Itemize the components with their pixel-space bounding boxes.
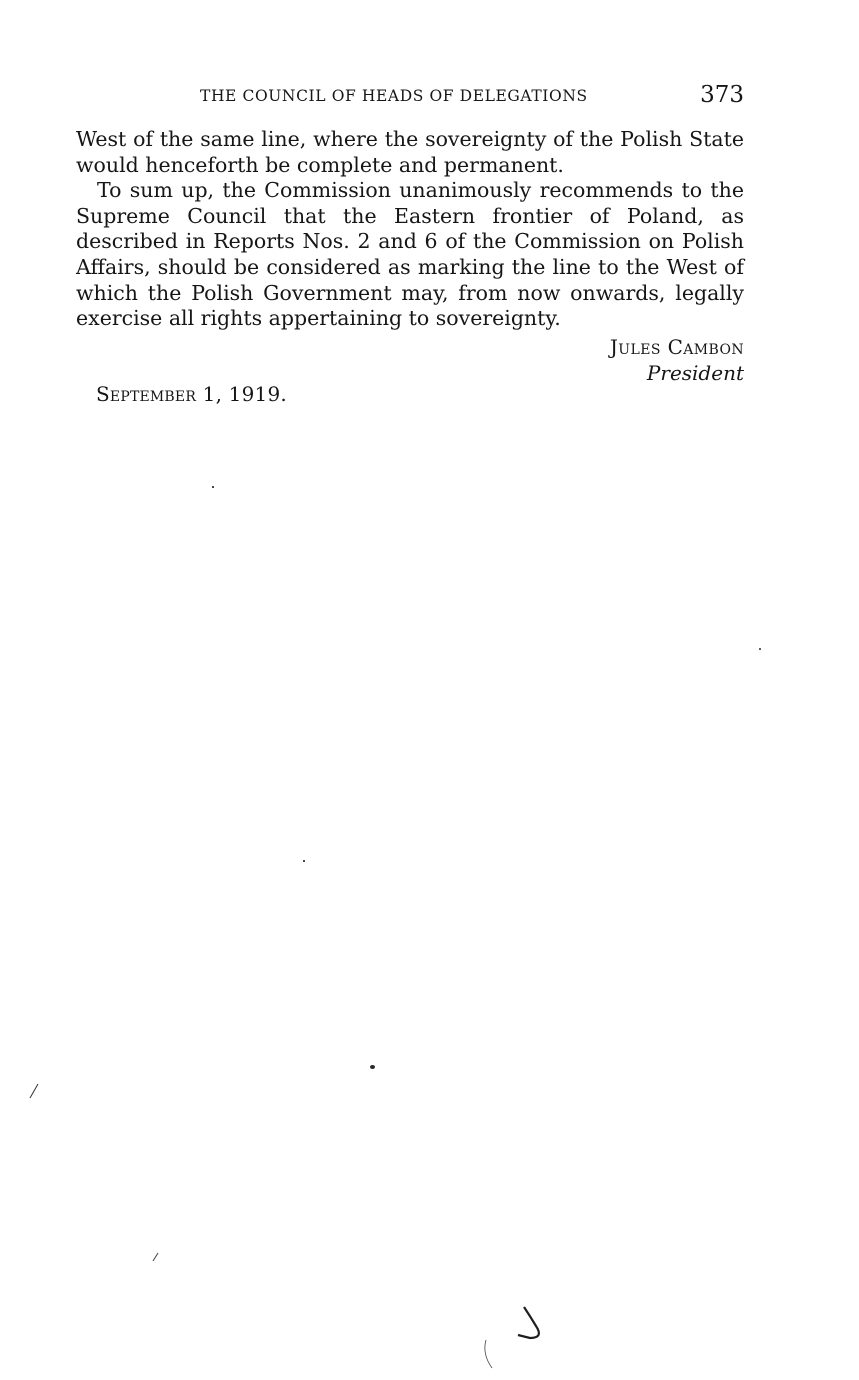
signatory-title: President bbox=[646, 361, 744, 385]
scan-mark bbox=[150, 1250, 162, 1264]
body-text bbox=[76, 127, 744, 332]
scan-mark bbox=[478, 1302, 548, 1377]
scan-speck bbox=[370, 1065, 375, 1069]
signature-block bbox=[610, 334, 744, 386]
signatory-name: Jules Cambon bbox=[609, 335, 744, 359]
scan-speck bbox=[303, 860, 305, 862]
document-date: September 1, 1919. bbox=[96, 382, 287, 406]
scan-mark bbox=[26, 1078, 46, 1102]
running-head: THE COUNCIL OF HEADS OF DELEGATIONS bbox=[200, 87, 588, 105]
scan-speck bbox=[212, 486, 214, 488]
scan-speck bbox=[759, 648, 761, 650]
page-number: 373 bbox=[700, 82, 744, 108]
page-header bbox=[76, 82, 744, 112]
paragraph-1: West of the same line, where the sovereignty of the Polish State would henceforth be complete and permanent. bbox=[76, 127, 744, 177]
paragraph-2: To sum up, the Commission unanimously recommends to the Supreme Council that the Eastern frontier of Poland, as described in Reports Nos. 2 and 6 of the Commission on Polish Affairs, should be considered as marking the line to the West of which the Polish Government may, from now onwards, legally exercise all rights appertaining to sovereignty. bbox=[76, 178, 744, 331]
